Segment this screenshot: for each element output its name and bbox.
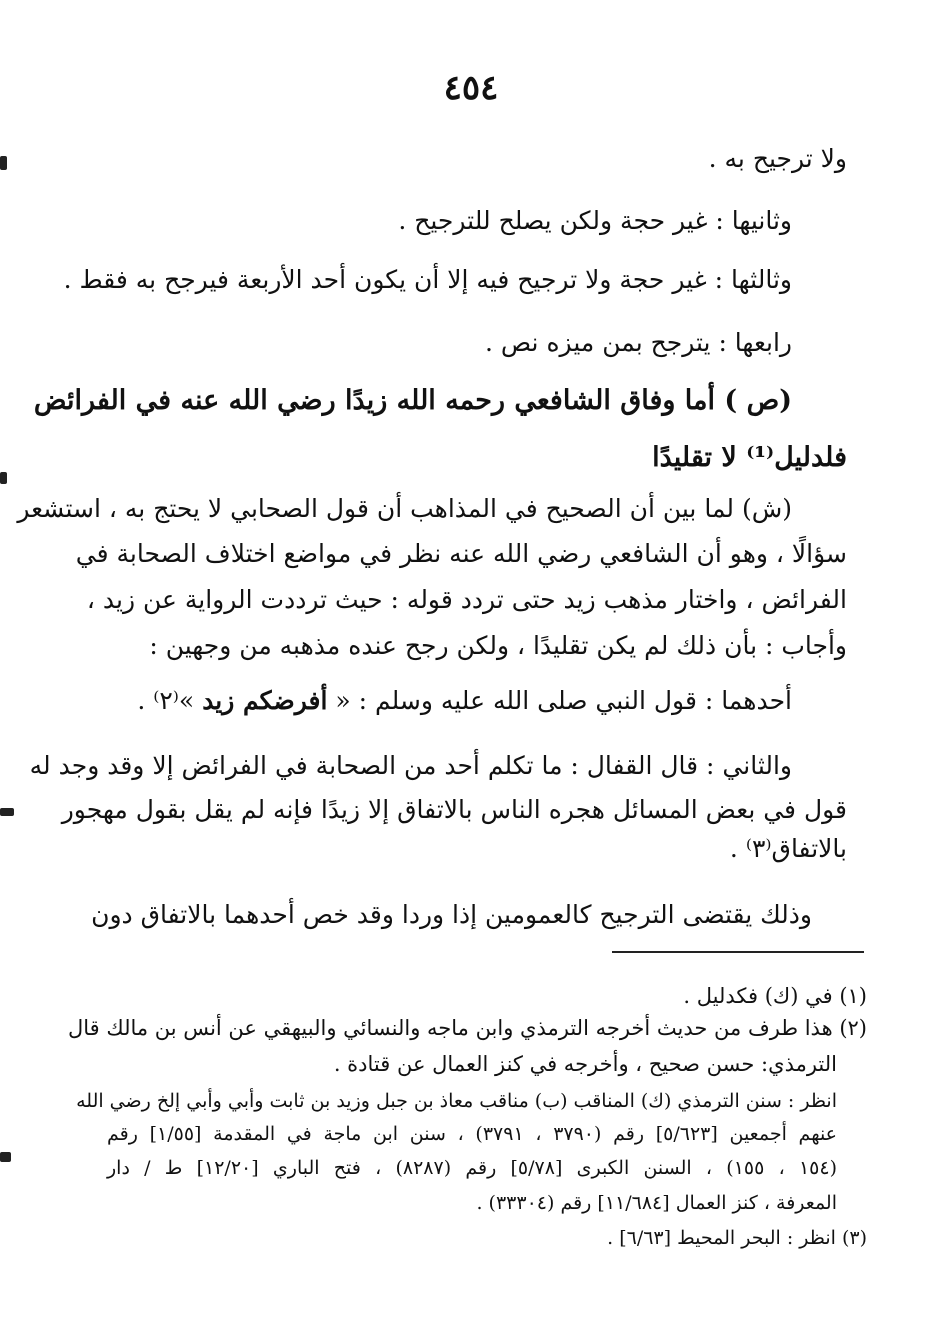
footnote-line: الترمذي: حسن صحيح ، وأخرجه في كنز العمال عن قتادة . bbox=[333, 1052, 837, 1076]
text-line: الفرائض ، واختار مذهب زيد حتى تردد قوله : حيث ترددت الرواية عن زيد ، bbox=[86, 585, 847, 614]
text-line: قول في بعض المسائل هجره الناس بالاتفاق إلا زيدًا فإنه لم يقل بقول مهجور bbox=[61, 795, 847, 824]
text-line bbox=[137, 684, 792, 718]
section-heading: (ص ) أما وفاق الشافعي رحمه الله زيدًا رضي الله عنه في الفرائض bbox=[33, 385, 792, 416]
scan-edge-mark bbox=[0, 472, 7, 484]
footnote-line: عنهم أجمعين [٥/٦٢٣] رقم (٣٧٩٠ ، ٣٧٩١) ، سنن ابن ماجة في المقدمة [١/٥٥] رقم bbox=[107, 1123, 838, 1145]
text-span: أحدهما : قول النبي صلى الله عليه وسلم : « bbox=[327, 686, 792, 715]
page-number: ٤٥٤ bbox=[443, 68, 499, 108]
text-line: رابعها : يترجح بمن ميزه نص . bbox=[485, 328, 792, 357]
section-heading: فلدليل⁽¹⁾ لا تقليدًا bbox=[652, 442, 847, 473]
text-line: والثاني : قال القفال : ما تكلم أحد من الصحابة في الفرائض إلا وقد وجد له bbox=[29, 751, 792, 780]
text-line: وأجاب : بأن ذلك لم يكن تقليدًا ، ولكن رجح عنده مذهبه من وجهين : bbox=[149, 631, 847, 660]
footnote-line: انظر : سنن الترمذي (ك) المناقب (ب) مناقب معاذ بن جبل وزيد بن ثابت وأبي وأبي إلخ رضي الله bbox=[76, 1090, 837, 1112]
text-line: ولا ترجيح به . bbox=[708, 144, 847, 173]
text-span: »⁽٢⁾ . bbox=[137, 686, 203, 715]
text-line: وثانيها : غير حجة ولكن يصلح للترجيح . bbox=[398, 206, 792, 235]
scan-edge-mark bbox=[0, 1152, 11, 1162]
text-line: بالاتفاق⁽٣⁾ . bbox=[729, 834, 847, 863]
footnote-separator bbox=[612, 951, 864, 953]
scan-edge-mark bbox=[0, 808, 14, 816]
footnote-line: المعرفة ، كنز العمال [١١/٦٨٤] رقم (٣٣٣٠٤) . bbox=[476, 1192, 837, 1214]
text-line: (ش) لما بين أن الصحيح في المذاهب أن قول الصحابي لا يحتج به ، استشعر bbox=[17, 494, 792, 523]
text-line: وثالثها : غير حجة ولا ترجيح فيه إلا أن يكون أحد الأربعة فيرجح به فقط . bbox=[63, 265, 792, 294]
text-line: وذلك يقتضى الترجيح كالعمومين إذا وردا وقد خص أحدهما بالاتفاق دون bbox=[91, 900, 812, 929]
hadith-quote: أفرضكم زيد bbox=[202, 686, 328, 715]
footnote-line: (٣) انظر : البحر المحيط [٦/٦٣] . bbox=[607, 1227, 867, 1249]
text-line: سؤالًا ، وهو أن الشافعي رضي الله عنه نظر في مواضع اختلاف الصحابة في bbox=[75, 539, 847, 568]
scan-edge-mark bbox=[0, 156, 7, 170]
footnote-line: (٢) هذا طرف من حديث أخرجه الترمذي وابن ماجه والنسائي والبيهقي عن أنس بن مالك قال bbox=[68, 1016, 867, 1040]
footnote-line: (١) في (ك) فكدليل . bbox=[683, 984, 867, 1008]
footnote-line: (١٥٤ ، ١٥٥) ، السنن الكبرى [٥/٧٨] رقم (٨٢٨٧) ، فتح الباري [١٢/٢٠] ط / دار bbox=[107, 1157, 837, 1179]
